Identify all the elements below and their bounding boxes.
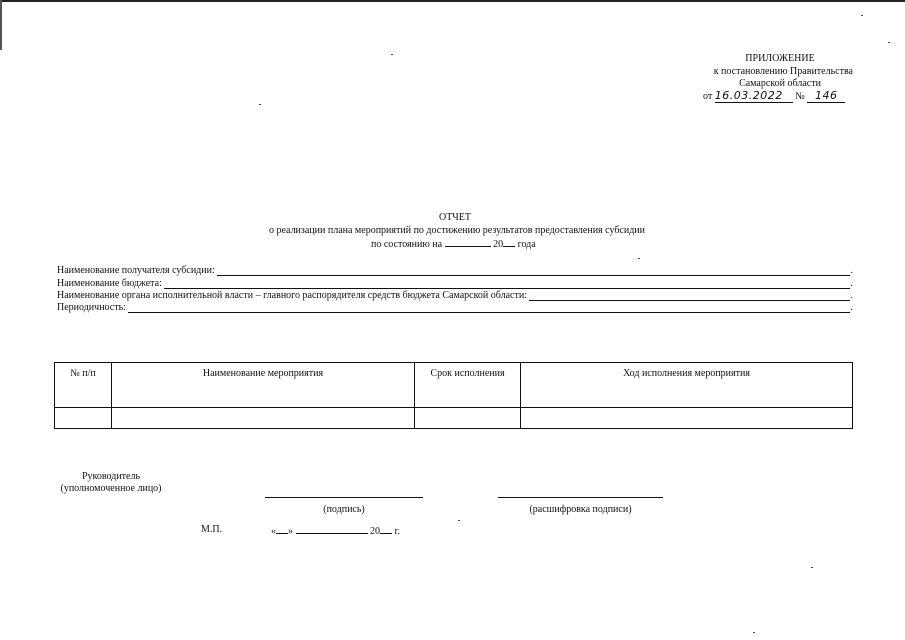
signature-line[interactable] <box>265 497 423 498</box>
header-deadline: Срок исполнения <box>415 363 521 408</box>
head-label: Руководитель <box>81 471 141 482</box>
header-progress: Ход исполнения мероприятия <box>521 363 853 408</box>
signature-caption: (подпись) <box>323 504 365 515</box>
sign-month-blank[interactable] <box>296 524 368 534</box>
stamp-label: М.П. <box>201 524 223 535</box>
table-cell[interactable] <box>521 408 853 429</box>
sign-year-prefix: 20 <box>370 526 380 537</box>
header-measure-name: Наименование мероприятия <box>112 363 415 408</box>
field-recipient-line[interactable] <box>217 266 850 276</box>
field-periodicity: Периодичность: . <box>57 302 853 313</box>
measures-table <box>54 362 853 429</box>
report-asof-row <box>371 237 536 250</box>
scan-speck <box>391 54 393 55</box>
table-cell[interactable] <box>415 408 521 429</box>
scan-speck <box>458 520 460 521</box>
date-prefix: от <box>703 91 713 102</box>
field-recipient: Наименование получателя субсидии: . <box>57 265 853 276</box>
scan-speck <box>753 632 755 633</box>
appendix-title: ПРИЛОЖЕНИЕ <box>745 53 815 64</box>
asof-prefix: по состоянию на <box>371 239 443 250</box>
asof-year-blank <box>503 237 515 247</box>
field-recipient-label: Наименование получателя субсидии: <box>57 265 215 276</box>
scan-speck <box>888 42 890 43</box>
field-periodicity-label: Периодичность: <box>57 302 126 313</box>
scan-speck <box>259 104 261 105</box>
field-periodicity-line[interactable] <box>128 303 850 313</box>
asof-blank <box>445 237 491 247</box>
signature-decode-line[interactable] <box>498 497 663 498</box>
asof-year-prefix: 20 <box>493 239 504 250</box>
number-prefix: № <box>795 91 805 102</box>
field-budget-line[interactable] <box>164 279 850 289</box>
scan-speck <box>811 567 813 568</box>
scan-speck <box>638 258 640 259</box>
date-close-quote: » <box>288 526 293 537</box>
date-open-quote: « <box>271 526 276 537</box>
field-authority: Наименование органа исполнительной власти – главного распорядителя средств бюджета Самарской области: . <box>57 290 853 301</box>
field-authority-label: Наименование органа исполнительной власти – главного распорядителя средств бюджета Самарской области: <box>57 290 527 301</box>
report-subtitle: о реализации плана мероприятий по достижению результатов предоставления субсидии <box>268 225 645 236</box>
sign-date-row <box>271 524 400 537</box>
sign-day-blank[interactable] <box>276 524 288 534</box>
appendix-line2: Самарской области <box>739 78 821 89</box>
signature-decode-caption: (расшифровка подписи) <box>529 504 632 515</box>
sign-year-blank[interactable] <box>380 524 392 534</box>
table-row <box>55 408 853 429</box>
header-number: № п/п <box>55 363 112 408</box>
date-handwritten: 16.03.2022 <box>715 89 793 103</box>
head-sublabel: (уполномоченное лицо) <box>60 483 162 494</box>
scan-speck <box>861 15 863 16</box>
field-budget: Наименование бюджета: . <box>57 278 853 289</box>
number-handwritten: 146 <box>807 89 845 103</box>
appendix-date-row <box>703 89 845 103</box>
scan-top-border <box>0 0 905 2</box>
asof-suffix: года <box>517 239 536 250</box>
table-header-row <box>55 363 853 408</box>
scan-left-border <box>0 0 2 50</box>
table-cell[interactable] <box>55 408 112 429</box>
sign-year-suffix: г. <box>394 526 400 537</box>
report-title: ОТЧЕТ <box>438 212 472 223</box>
appendix-line1: к постановлению Правительства <box>713 66 853 77</box>
field-authority-line[interactable] <box>529 291 850 301</box>
table-cell[interactable] <box>112 408 415 429</box>
field-budget-label: Наименование бюджета: <box>57 278 162 289</box>
